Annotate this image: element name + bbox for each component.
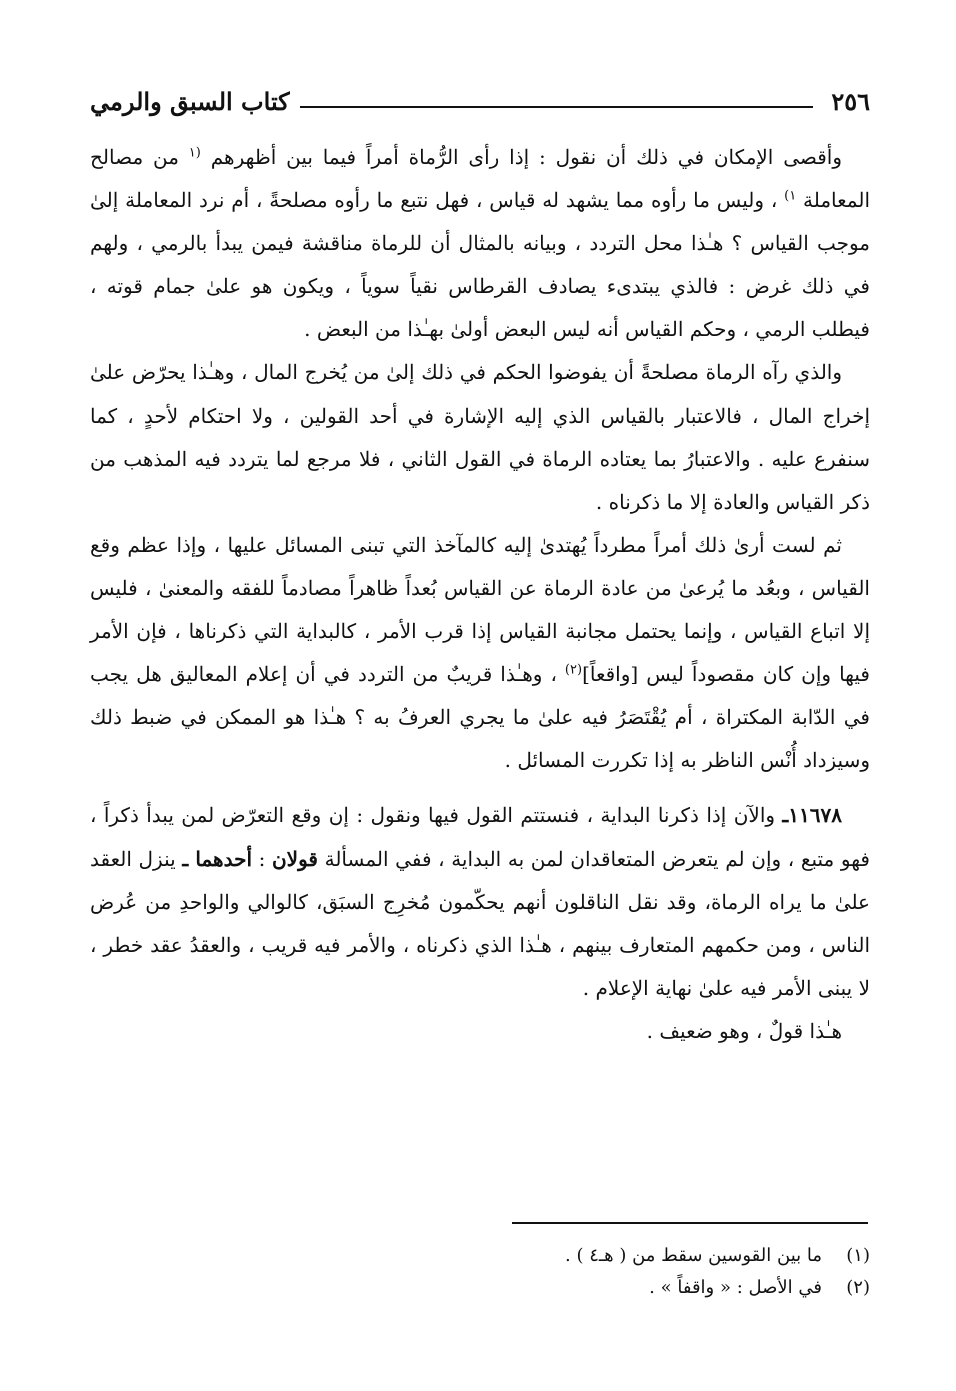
footnote-2: (٢)في الأصل : « واقفاً » . bbox=[649, 1277, 870, 1298]
paragraph-5: هـٰذا قولٌ ، وهو ضعيف . bbox=[646, 1018, 842, 1043]
footnote-rule bbox=[512, 1222, 868, 1224]
footnotes bbox=[90, 1240, 870, 1304]
main-text bbox=[90, 136, 870, 1053]
paragraph-1: وأقصى الإمكان في ذلك أن نقول : إذا رأى الرُّماة أمراً فيما بين أظهرهم $^{(١}$ من مصالح المعاملة $^{١)}$ ، وليس ما رأوه مما يشهد له قياس ، فهل نتبع ما رأوه مصلحةً ، أم نرد المعاملة إلىٰ موجب القياس ؟ هـٰذا محل التردد ، وبيانه بالمثال أن للرماة مناقشة فيمن يبدأ بالرمي ، ولهم في ذلك غرض : فالذي يبتدىء يصادف القرطاس نقياً سوياً ، ويكون هو علىٰ جمام قوته ، فيطلب الرمي ، وحكم القياس أنه ليس البعض أولىٰ بهـٰذا من البعض . bbox=[90, 145, 870, 342]
footnote-ref-1-close: ١) bbox=[784, 188, 797, 204]
section-number: ١١٦٧٨ـ bbox=[782, 803, 842, 828]
footnote-ref-2: (٢) bbox=[564, 662, 583, 678]
footnote-ref-1-open: (١ bbox=[188, 145, 201, 161]
footnote-1: (١)ما بين القوسين سقط من ( هـ٤ ) . bbox=[565, 1245, 870, 1266]
page-header bbox=[90, 82, 870, 116]
page-number: ٢٥٦ bbox=[831, 87, 870, 116]
paragraph-4: ١١٦٧٨ـ والآن إذا ذكرنا البداية ، فنستتم القول فيها ونقول : إن وقع التعرّض لمن يبدأ ذكراً ، فهو متبع ، وإن لم يتعرض المتعاقدان لمن به البداية ، ففي المسألة قولان : أحدهما ـ ينزل العقد علىٰ ما يراه الرماة، وقد نقل الناقلون أنهم يحكّمون مُخرِج السبَق، كالوالي والواحدِ من عُرض الناس ، ومن حكمهم المتعارف بينهم ، هـٰذا الذي ذكرناه ، والأمر فيه قريب ، والعقدُ عقد خطر ، لا يبنى الأمر فيه علىٰ نهاية الإعلام . bbox=[90, 803, 870, 1000]
running-title: كتاب السبق والرمي bbox=[90, 87, 290, 116]
header-rule bbox=[300, 106, 814, 108]
paragraph-3: ثم لست أرىٰ ذلك أمراً مطرداً يُهتدىٰ إليه كالمآخذ التي تبنى المسائل عليها ، وإذا عظم وقع القياس ، وبعُد ما يُرعىٰ من عادة الرماة عن القياس بُعداً ظاهراً مصادماً للفقه والمعنىٰ ، فليس إلا اتباع القياس ، وإنما يحتمل مجانبة القياس إذا قرب الأمر ، كالبداية التي ذكرناها ، فإن الأمر فيها وإن كان مقصوداً ليس [واقعاً]$^{(٢)}$ ، وهـٰذا قريبٌ من التردد في أن إعلام المعاليق هل يجب في الدّابة المكتراة ، أم يُقْتَصَرُ فيه علىٰ ما يجري العرفُ به ؟ هـٰذا هو الممكن في ضبط ذلك وسيزداد أُنْس الناظر به إذا تكررت المسائل . bbox=[90, 532, 870, 773]
paragraph-2: والذي رآه الرماة مصلحةً أن يفوضوا الحكم في ذلك إلىٰ من يُخرج المال ، وهـٰذا يحرّض علىٰ إخراج المال ، فالاعتبار بالقياس الذي إليه الإشارة في أحد القولين ، ولا احتكام لأحدٍ ، كما سنفرع عليه . والاعتبارُ بما يعتاده الرماة في القول الثاني ، فلا مرجع لما يتردد فيه المذهب من ذكر القياس والعادة إلا ما ذكرناه . bbox=[90, 360, 870, 514]
